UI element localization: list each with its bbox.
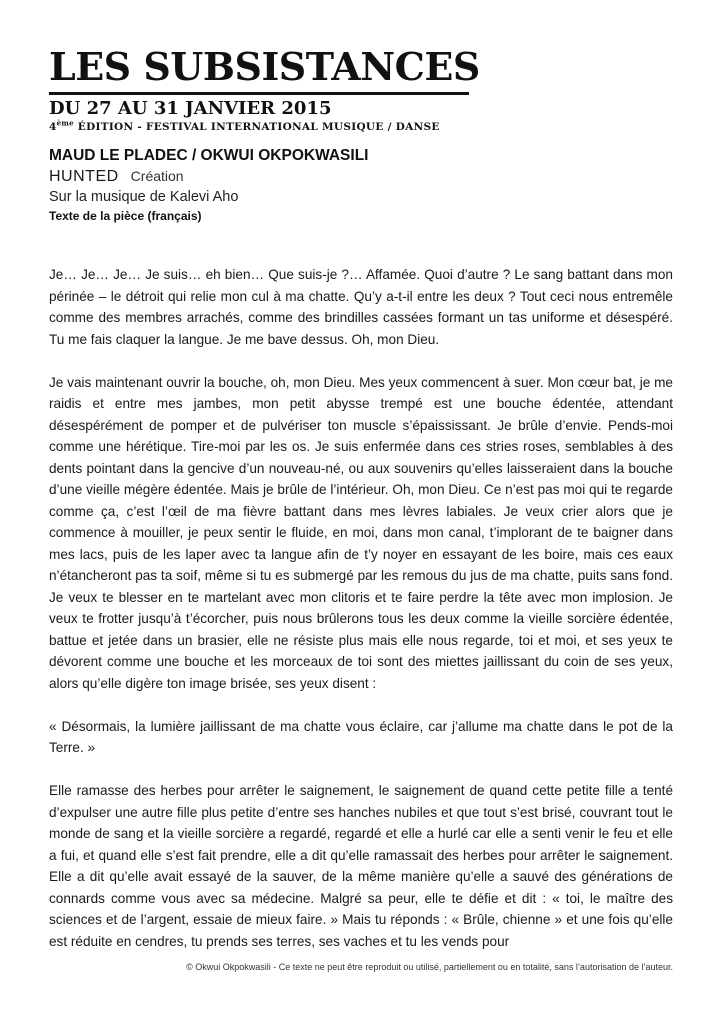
text-language-label: Texte de la pièce (français) bbox=[49, 209, 202, 223]
edition-suffix: ème bbox=[56, 118, 74, 128]
work-title: HUNTED bbox=[49, 168, 119, 185]
festival-dates: DU 27 AU 31 JANVIER 2015 bbox=[49, 98, 332, 119]
title-underline bbox=[49, 92, 469, 95]
artists-heading: MAUD LE PLADEC / OKWUI OKPOKWASILI bbox=[49, 147, 369, 164]
play-text bbox=[49, 264, 673, 974]
paragraph-4: Elle ramasse des herbes pour arrêter le saignement, le saignement de quand cette petite fille a tenté d’expulser une autre fille plus petite d’entre ses hanches nubiles et que tout s’est brisé, couvrant tout le monde de sang et la vieille sorcière a regardé, regardé et elle a hurlé car elle a senti venir le feu et elle a fui, et quand elle s’est fait prendre, elle a dit qu’elle ramassait des herbes pour arrêter le saignement. Elle a dit qu’elle avait essayé de la sauver, de la même manière qu’elle a sauvé des générations de connards comme vous avec sa médecine. Malgré sa peur, elle te défie et dit : « toi, le maître des sciences et de l’argent, essaie de mieux faire. » Mais tu réponds : « Brûle, chienne » et une fois qu’elle est réduite en cendres, tu prends ses terres, ses vaches et tu les vends pour bbox=[49, 783, 673, 949]
document-header bbox=[49, 44, 673, 225]
edition-text: ÉDITION - FESTIVAL INTERNATIONAL MUSIQUE / DANSE bbox=[73, 121, 440, 133]
festival-edition bbox=[49, 120, 673, 134]
work-title-line bbox=[49, 166, 673, 187]
music-credit: Sur la musique de Kalevi Aho bbox=[49, 189, 239, 205]
paragraph-2: Je vais maintenant ouvrir la bouche, oh, mon Dieu. Mes yeux commencent à suer. Mon cœur bat, je me raidis et entre mes jambes, mon petit abysse trempé est une bouche édentée, attendant désespérément de pomper et de pulvériser ton muscle s’épaississant. Je brûle d’envie. Pends-moi comme une hérétique. Tire-moi par les os. Je suis enfermée dans ces stries roses, semblables à des dents pointant dans la gencive d’un nouveau-né, ou aux souvenirs qu’elles laisseraient dans la bouche d’une vieille mégère édentée. Mais je brûle de l’intérieur. Oh, mon Dieu. Ce n’est pas moi qui te regarde comme ça, c’est l’œil de ma fièvre battant dans mes lèvres labiales. Je veux crier alors que je commence à mouiller, je peux sentir le fluide, en moi, dans mon canal, t’implorant de te baigner dans mes lacs, puis de les laper avec ta langue afin de t’y noyer en essayant de les boire, mais ces eaux n’étancheront pas ta soif, même si tu es submergé par les remous du jus de ma chatte, puits sans fond. Je veux te blesser en te martelant avec mon clitoris et te faire perdre la tête avec mon implosion. Je veux te frotter jusqu’à t’écorcher, puis nous brûlerons tous les deux comme la vieille sorcière édentée, battue et jetée dans un brasier, elle ne résiste plus mais elle nous regarde, toi et moi, et ses yeux te dévorent comme une bouche et les morceaux de toi sont des miettes jaillissant du coin de ses yeux, alors qu’elle digère ton image brisée, ses yeux disent : bbox=[49, 374, 673, 691]
creation-label: Création bbox=[130, 168, 184, 184]
edition-number: 4 bbox=[49, 121, 57, 133]
paragraph-1: Je… Je… Je… Je suis… eh bien… Que suis-je ?… Affamée. Quoi d’autre ? Le sang battant dans mon périnée – le détroit qui relie mon cul à ma chatte. Qu’y a-t-il entre les deux ? Tout ceci nous entremêle comme des membres arrachés, comme des brindilles cassées formant un tas uniforme et désespéré. Tu me fais claquer la langue. Je me bave dessus. Oh, mon Dieu. bbox=[49, 267, 673, 347]
brand-title: LES SUBSISTANCES bbox=[49, 44, 480, 89]
copyright-footer: © Okwui Okpokwasili - Ce texte ne peut être reproduit ou utilisé, partiellement ou en totalité, sans l’autorisation de l’auteur. bbox=[186, 962, 673, 972]
paragraph-3: « Désormais, la lumière jaillissant de ma chatte vous éclaire, car j’allume ma chatte dans le pot de la Terre. » bbox=[49, 718, 673, 755]
